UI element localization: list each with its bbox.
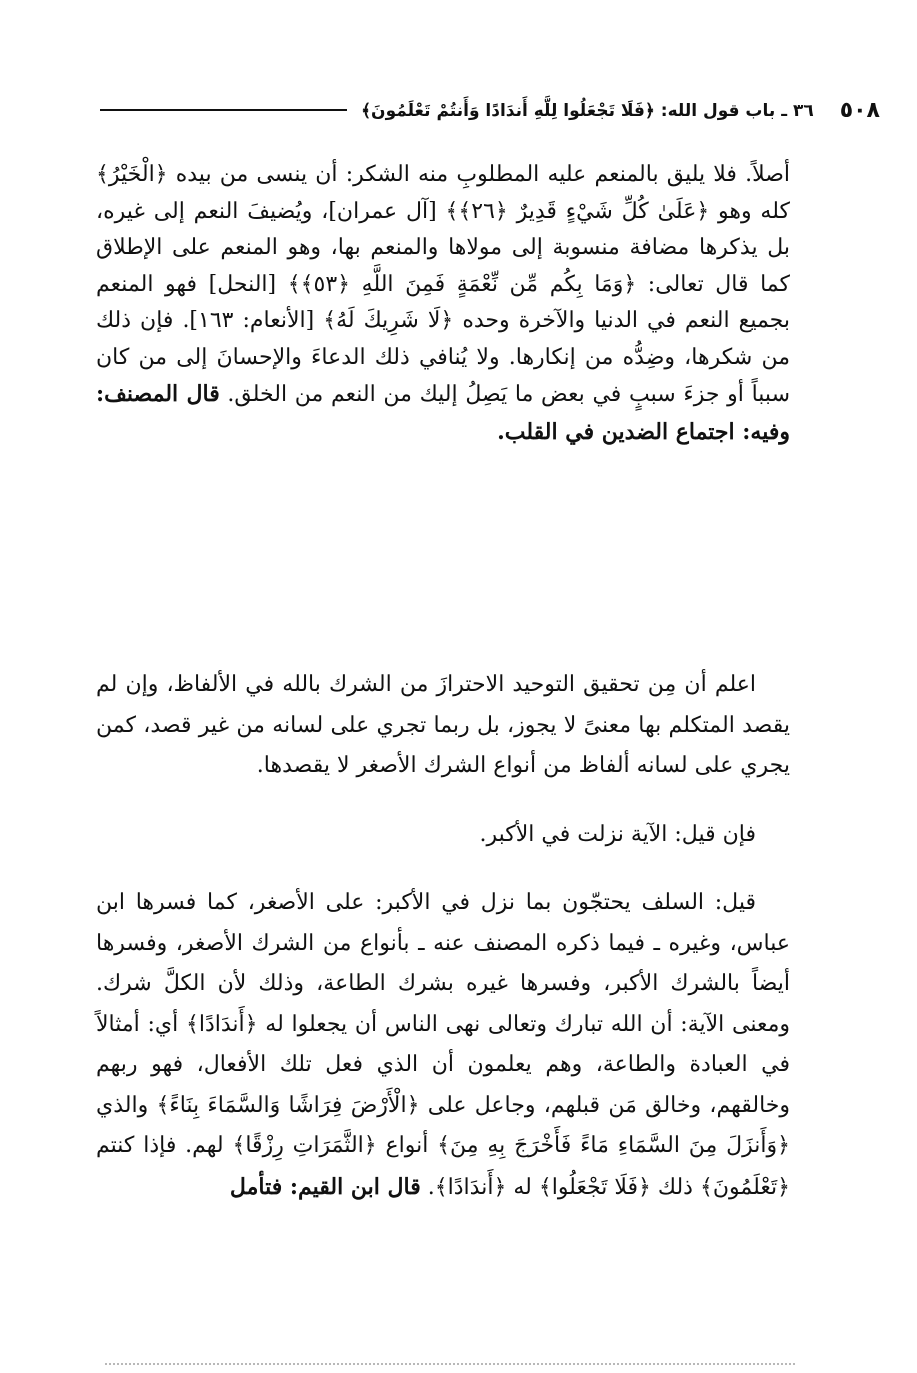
- chapter-title: ٣٦ ـ باب قول الله: ﴿فَلَا تَجْعَلُوا لِلَّهِ أَندَادًا وَأَنتُمْ تَعْلَمُونَ﴾: [361, 100, 814, 121]
- answer-text: قيل: السلف يحتجّون بما نزل في الأكبر: على الأصغر، كما فسرها ابن عباس، وغيره ـ فيما ذكره المصنف عنه ـ بأنواع من الشرك الأصغر، وفسرها أيضاً بالشرك الأكبر، وفسرها غيره بشرك الطاعة، وذلك لأن الكلَّ شرك. ومعنى الآية: أن الله تبارك وتعالى نهى الناس أن يجعلوا له ﴿أَندَادًا﴾ أي: أمثالاً في العبادة والطاعة، وهم يعلمون أن الذي فعل تلك الأفعال، فهو ربهم وخالقهم، وخالق مَن قبلهم، وجاعل على ﴿الْأَرْضَ فِرَاشًا وَالسَّمَاءَ بِنَاءً﴾ والذي ﴿وَأَنزَلَ مِنَ السَّمَاءِ مَاءً فَأَخْرَجَ بِهِ مِنَ﴾ أنواع ﴿الثَّمَرَاتِ رِزْقًا﴾ لهم. فإذا كنتم ﴿تَعْلَمُونَ﴾ ذلك ﴿فَلَا تَجْعَلُوا﴾ له ﴿أَندَادًا﴾.: [96, 890, 790, 1200]
- commentary-paragraph: [96, 157, 790, 451]
- running-head: [100, 88, 880, 132]
- paragraph-gap: [96, 787, 790, 815]
- page-number: ٥٠٨: [839, 97, 880, 123]
- paragraph-intro: اعلم أن مِن تحقيق التوحيد الاحترازَ من الشرك بالله في الألفاظ، وإن لم يقصد المتكلم بها معنىً لا يجوز، بل ربما تجري على لسانه من غير قصد، كمن يجري على لسانه ألفاظ من أنواع الشرك الأصغر لا يقصدها.: [96, 672, 790, 778]
- author-note: قال المصنف: وفيه: اجتماع الضدين في القلب.: [96, 381, 790, 445]
- main-text-block: [96, 665, 790, 1208]
- ibn-qayyim-note: قال ابن القيم: فتأمل: [229, 1173, 421, 1200]
- commentary-text: أصلاً. فلا يليق بالمنعم عليه المطلوبِ منه الشكر: أن ينسى من بيده ﴿الْخَيْرُ﴾ كله وهو ﴿عَلَىٰ كُلِّ شَيْءٍ قَدِيرٌ ﴿٢٦﴾﴾ [آل عمران]، ويُضيفَ النعم إلى غيره، بل يذكرها مضافة منسوبة إلى مولاها والمنعم بها، وهو المنعم على الإطلاق كما قال تعالى: ﴿وَمَا بِكُم مِّن نِّعْمَةٍ فَمِنَ اللَّهِ ﴿٥٣﴾﴾ [النحل] فهو المنعم بجميع النعم في الدنيا والآخرة وحده ﴿لَا شَرِيكَ لَهُ﴾ [الأنعام: ١٦٣]. فإن ذلك من شكرها، وضِدُّه من إنكارها. ولا يُنافي ذلك الدعاءَ والإحسانَ إلى من كان سبباً أو جزءَ سببٍ في بعض ما يَصِلُ إليك من النعم من الخلق.: [96, 162, 791, 407]
- commentary-block: [96, 157, 790, 451]
- footer-dotted-line: [105, 1363, 795, 1365]
- paragraph-answer: [96, 883, 790, 1208]
- paragraph-gap: [96, 855, 790, 883]
- paragraph-question: فإن قيل: الآية نزلت في الأكبر.: [479, 821, 756, 847]
- header-rule: [100, 109, 347, 111]
